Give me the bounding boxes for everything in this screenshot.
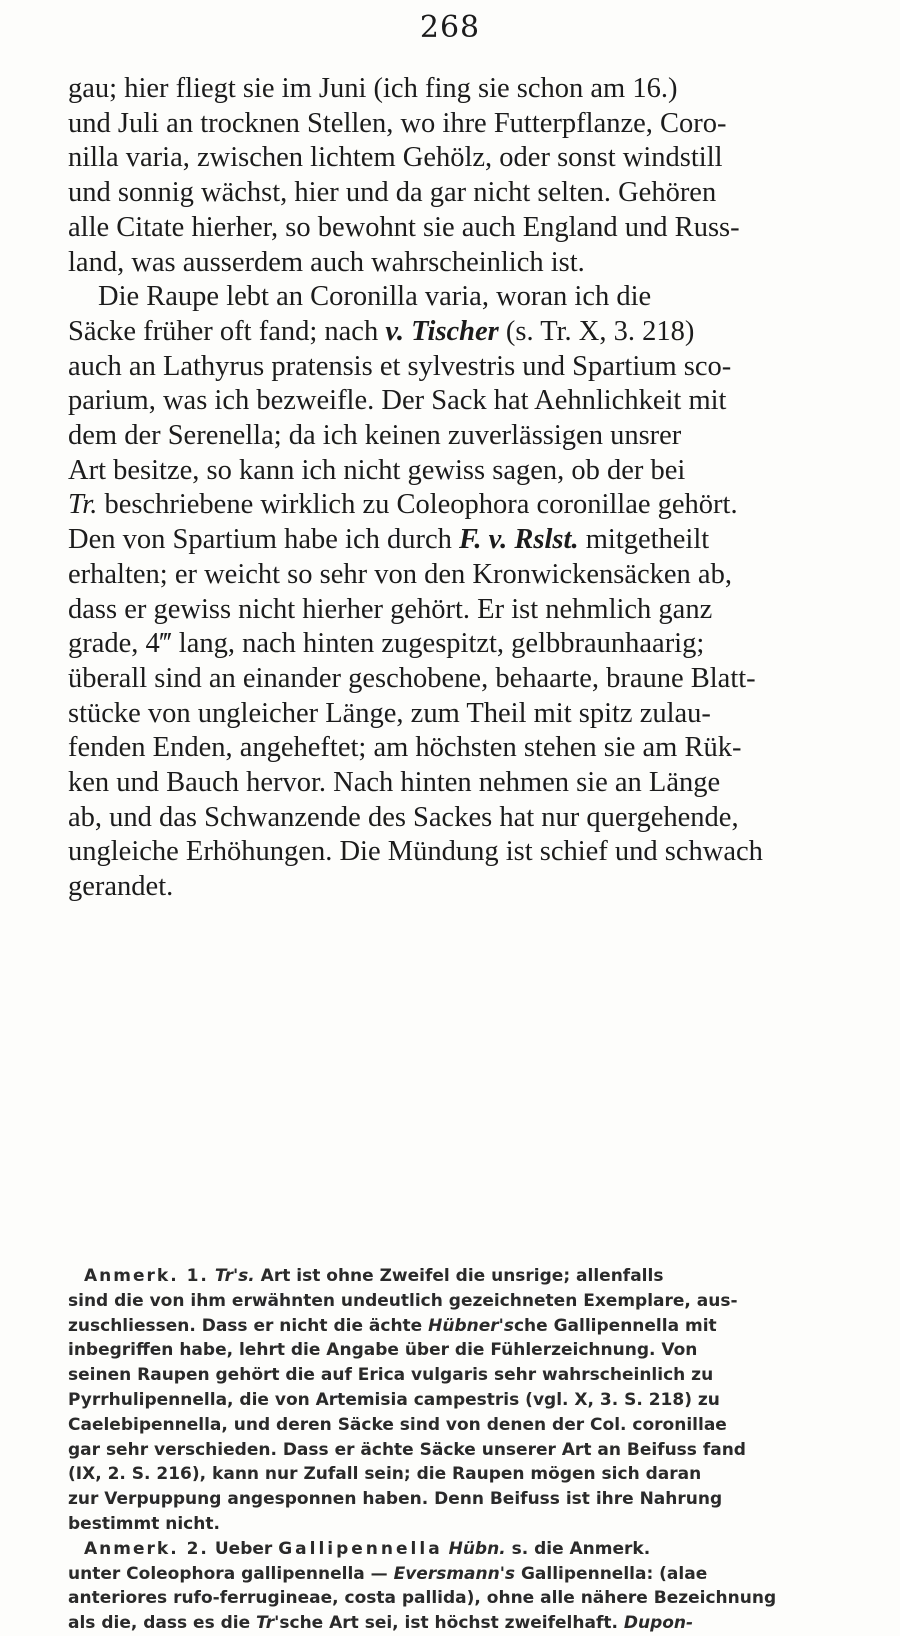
text-line: ab, und das Schwanzende des Sackes hat nur quergehende, xyxy=(68,801,739,833)
text-line: grade, 4‴ lang, nach hinten zugespitzt, gelbbraunhaarig; xyxy=(68,628,705,660)
text-line: fenden Enden, angeheftet; am höchsten stehen sie am Rük- xyxy=(68,732,742,764)
note-line: als die, dass es die Tr'sche Art sei, ist höchst zweifelhaft. Dupon- xyxy=(68,1613,694,1634)
author-name: v. Tischer xyxy=(385,315,499,347)
text-line: parium, was ich bezweifle. Der Sack hat Aehnlichkeit mit xyxy=(68,385,727,417)
text-line: auch an Lathyrus pratensis et sylvestris und Spartium sco- xyxy=(68,350,732,382)
text-line: stücke von ungleicher Länge, zum Theil mit spitz zulau- xyxy=(68,697,711,729)
note-line: Anmerk. 2. Ueber Gallipennella Hübn. s. die Anmerk. xyxy=(84,1538,651,1559)
footnotes xyxy=(68,1264,838,1636)
text-line: gerandet. xyxy=(68,871,174,903)
note-label: Anmerk. 1. xyxy=(84,1266,209,1286)
note-line: inbegriffen habe, lehrt die Angabe über die Fühlerzeichnung. Von xyxy=(68,1340,698,1361)
text-line: Tr. beschriebene wirklich zu Coleophora coronillae gehört. xyxy=(68,489,738,521)
text-line: erhalten; er weicht so sehr von den Kronwickensäcken ab, xyxy=(68,558,732,590)
note-label: Anmerk. 2. xyxy=(84,1538,209,1559)
text-line: dem der Serenella; da ich keinen zuverlässigen unsrer xyxy=(68,420,682,452)
text-line: Die Raupe lebt an Coronilla varia, woran ich die xyxy=(98,281,652,313)
text-line: dass er gewiss nicht hierher gehört. Er ist nehmlich ganz xyxy=(68,593,713,625)
note-line: bestimmt nicht. xyxy=(68,1513,220,1534)
text-line: ungleiche Erhöhungen. Die Mündung ist schief und schwach xyxy=(68,836,763,868)
text-line: und sonnig wächst, hier und da gar nicht selten. Gehören xyxy=(68,177,717,209)
note-line: anteriores rufo-ferrugineae, costa pallida), ohne alle nähere Bezeichnung xyxy=(68,1588,777,1609)
note-line: Anmerk. 1. Tr's. Art ist ohne Zweifel die unsrige; allenfalls xyxy=(84,1266,664,1286)
text-line: überall sind an einander geschobene, behaarte, braune Blatt- xyxy=(68,662,756,694)
text-line: ken und Bauch hervor. Nach hinten nehmen sie an Länge xyxy=(68,767,721,799)
species-name: Gallipennella xyxy=(278,1538,443,1559)
note-line: unter Coleophora gallipennella — Eversmann's Gallipennella: (alae xyxy=(68,1563,708,1584)
text-line: und Juli an trocknen Stellen, wo ihre Futterpflanze, Coro- xyxy=(68,107,727,139)
note-line: sind die von ihm erwähnten undeutlich gezeichneten Exemplare, aus- xyxy=(68,1290,738,1311)
text-line: land, was ausserdem auch wahrscheinlich ist. xyxy=(68,246,585,278)
text-line: nilla varia, zwischen lichtem Gehölz, oder sonst windstill xyxy=(68,142,723,174)
author-name: F. v. Rslst. xyxy=(458,524,579,556)
note-line: Caelebipennella, und deren Säcke sind von denen der Col. coronillae xyxy=(68,1414,727,1435)
note-line: seinen Raupen gehört die auf Erica vulgaris sehr wahrscheinlich zu xyxy=(68,1365,714,1386)
text-line: Den von Spartium habe ich durch F. v. Rslst. mitgetheilt xyxy=(68,524,710,556)
note-line: (IX, 2. S. 216), kann nur Zufall sein; die Raupen mögen sich daran xyxy=(68,1464,702,1485)
author-abbrev: Tr. xyxy=(68,489,98,521)
note-line: gar sehr verschieden. Dass er ächte Säcke unserer Art an Beifuss fand xyxy=(68,1439,746,1460)
note-line: zur Verpuppung angesponnen haben. Denn Beifuss ist ihre Nahrung xyxy=(68,1489,723,1510)
text-line: Art besitze, so kann ich nicht gewiss sagen, ob der bei xyxy=(68,454,686,486)
text-line: alle Citate hierher, so bewohnt sie auch England und Russ- xyxy=(68,211,740,243)
note-line: zuschliessen. Dass er nicht die ächte Hübner'sche Gallipennella mit xyxy=(68,1315,717,1336)
text-line: gau; hier fliegt sie im Juni (ich fing sie schon am 16.) xyxy=(68,73,678,104)
page-number: 268 xyxy=(419,10,481,45)
note-line: Pyrrhulipennella, die von Artemisia campestris (vgl. X, 3. S. 218) zu xyxy=(68,1389,720,1410)
main-text xyxy=(68,72,838,905)
text-line: Säcke früher oft fand; nach v. Tischer (s. Tr. X, 3. 218) xyxy=(68,315,695,347)
